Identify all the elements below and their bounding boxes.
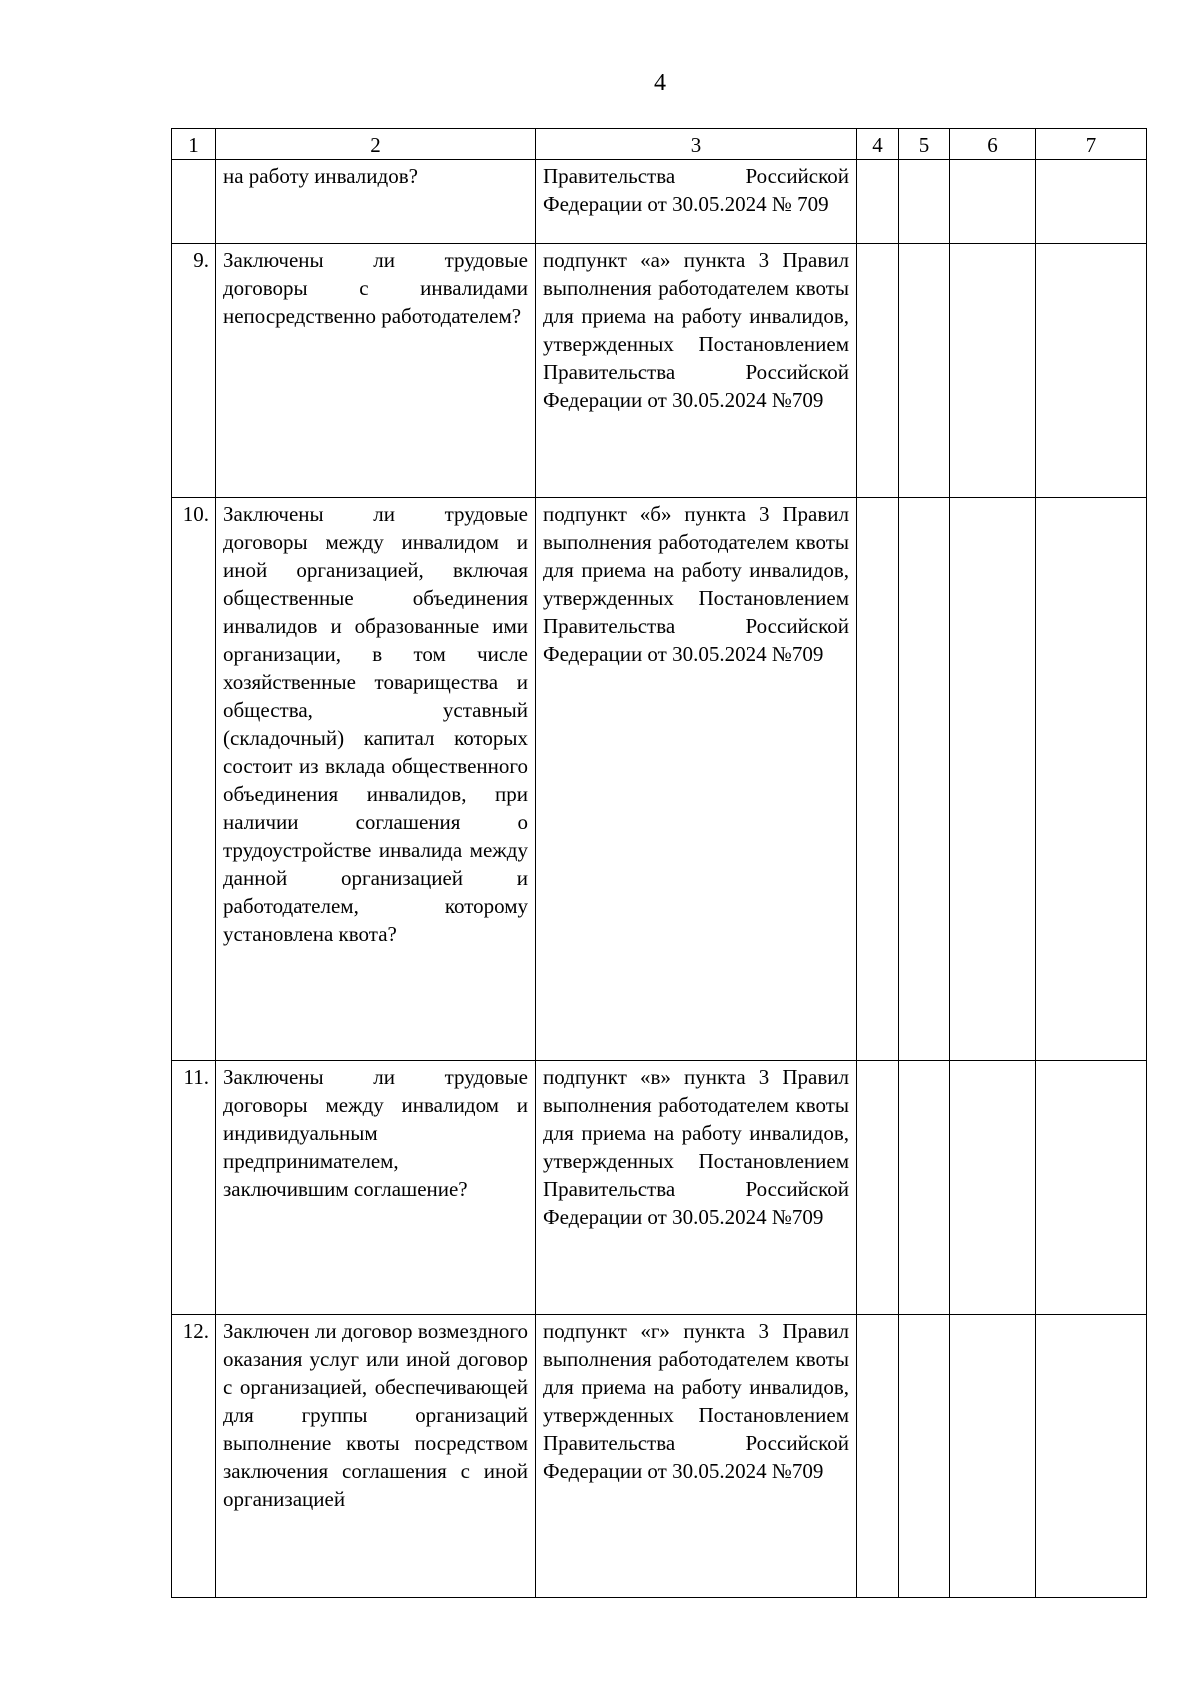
- empty-cell: [899, 1315, 950, 1598]
- column-header: 3: [536, 129, 857, 160]
- row-number: [172, 160, 216, 244]
- column-header: 2: [216, 129, 536, 160]
- question-cell: Заключены ли трудовые договоры между инвалидом и иной организацией, включая общественные объединения инвалидов и образованные ими организации, в том числе хозяйственные товарищества и общества, уставный (складочный) капитал которых состоит из вклада общественного объединения инвалидов, при наличии соглашения о трудоустройстве инвалида между данной организацией и работодателем, которому установлена квота?: [216, 498, 536, 1061]
- table-row: [172, 1061, 1147, 1315]
- empty-cell: [950, 1061, 1036, 1315]
- question-cell: Заключены ли трудовые договоры между инвалидом и индивидуальным предпринимателем, заключившим соглашение?: [216, 1061, 536, 1315]
- empty-cell: [899, 244, 950, 498]
- reference-cell: подпункт «б» пункта 3 Правил выполнения работодателем квоты для приема на работу инвалидов, утвержденных Постановлением Правительства Российской Федерации от 30.05.2024 №709: [536, 498, 857, 1061]
- question-cell: Заключены ли трудовые договоры с инвалидами непосредственно работодателем?: [216, 244, 536, 498]
- empty-cell: [857, 498, 899, 1061]
- row-number: 11.: [172, 1061, 216, 1315]
- empty-cell: [899, 1061, 950, 1315]
- empty-cell: [857, 1315, 899, 1598]
- empty-cell: [857, 244, 899, 498]
- empty-cell: [1036, 160, 1147, 244]
- row-number: 9.: [172, 244, 216, 498]
- empty-cell: [1036, 244, 1147, 498]
- column-header: 6: [950, 129, 1036, 160]
- table-row: [172, 498, 1147, 1061]
- empty-cell: [857, 1061, 899, 1315]
- header-row: [172, 129, 1147, 160]
- page-number: 4: [654, 70, 666, 96]
- empty-cell: [950, 160, 1036, 244]
- column-header: 4: [857, 129, 899, 160]
- empty-cell: [950, 244, 1036, 498]
- question-cell: Заключен ли договор возмездного оказания услуг или иной договор с организацией, обеспечивающей для группы организаций выполнение квоты посредством заключения соглашения с иной организацией: [216, 1315, 536, 1598]
- reference-cell: подпункт «в» пункта 3 Правил выполнения работодателем квоты для приема на работу инвалидов, утвержденных Постановлением Правительства Российской Федерации от 30.05.2024 №709: [536, 1061, 857, 1315]
- empty-cell: [950, 498, 1036, 1061]
- empty-cell: [899, 498, 950, 1061]
- empty-cell: [950, 1315, 1036, 1598]
- row-number: 10.: [172, 498, 216, 1061]
- column-header: 7: [1036, 129, 1147, 160]
- column-header: 5: [899, 129, 950, 160]
- empty-cell: [1036, 498, 1147, 1061]
- row-number: 12.: [172, 1315, 216, 1598]
- empty-cell: [1036, 1061, 1147, 1315]
- reference-cell: подпункт «а» пункта 3 Правил выполнения работодателем квоты для приема на работу инвалидов, утвержденных Постановлением Правительства Российской Федерации от 30.05.2024 №709: [536, 244, 857, 498]
- reference-cell: подпункт «г» пункта 3 Правил выполнения работодателем квоты для приема на работу инвалидов, утвержденных Постановлением Правительства Российской Федерации от 30.05.2024 №709: [536, 1315, 857, 1598]
- reference-cell: Правительства Российской Федерации от 30.05.2024 № 709: [536, 160, 857, 244]
- table-row: [172, 1315, 1147, 1598]
- question-cell: на работу инвалидов?: [216, 160, 536, 244]
- empty-cell: [857, 160, 899, 244]
- checklist-table: [171, 128, 1147, 1598]
- table-row: [172, 160, 1147, 244]
- empty-cell: [1036, 1315, 1147, 1598]
- column-header: 1: [172, 129, 216, 160]
- table-row: [172, 244, 1147, 498]
- empty-cell: [899, 160, 950, 244]
